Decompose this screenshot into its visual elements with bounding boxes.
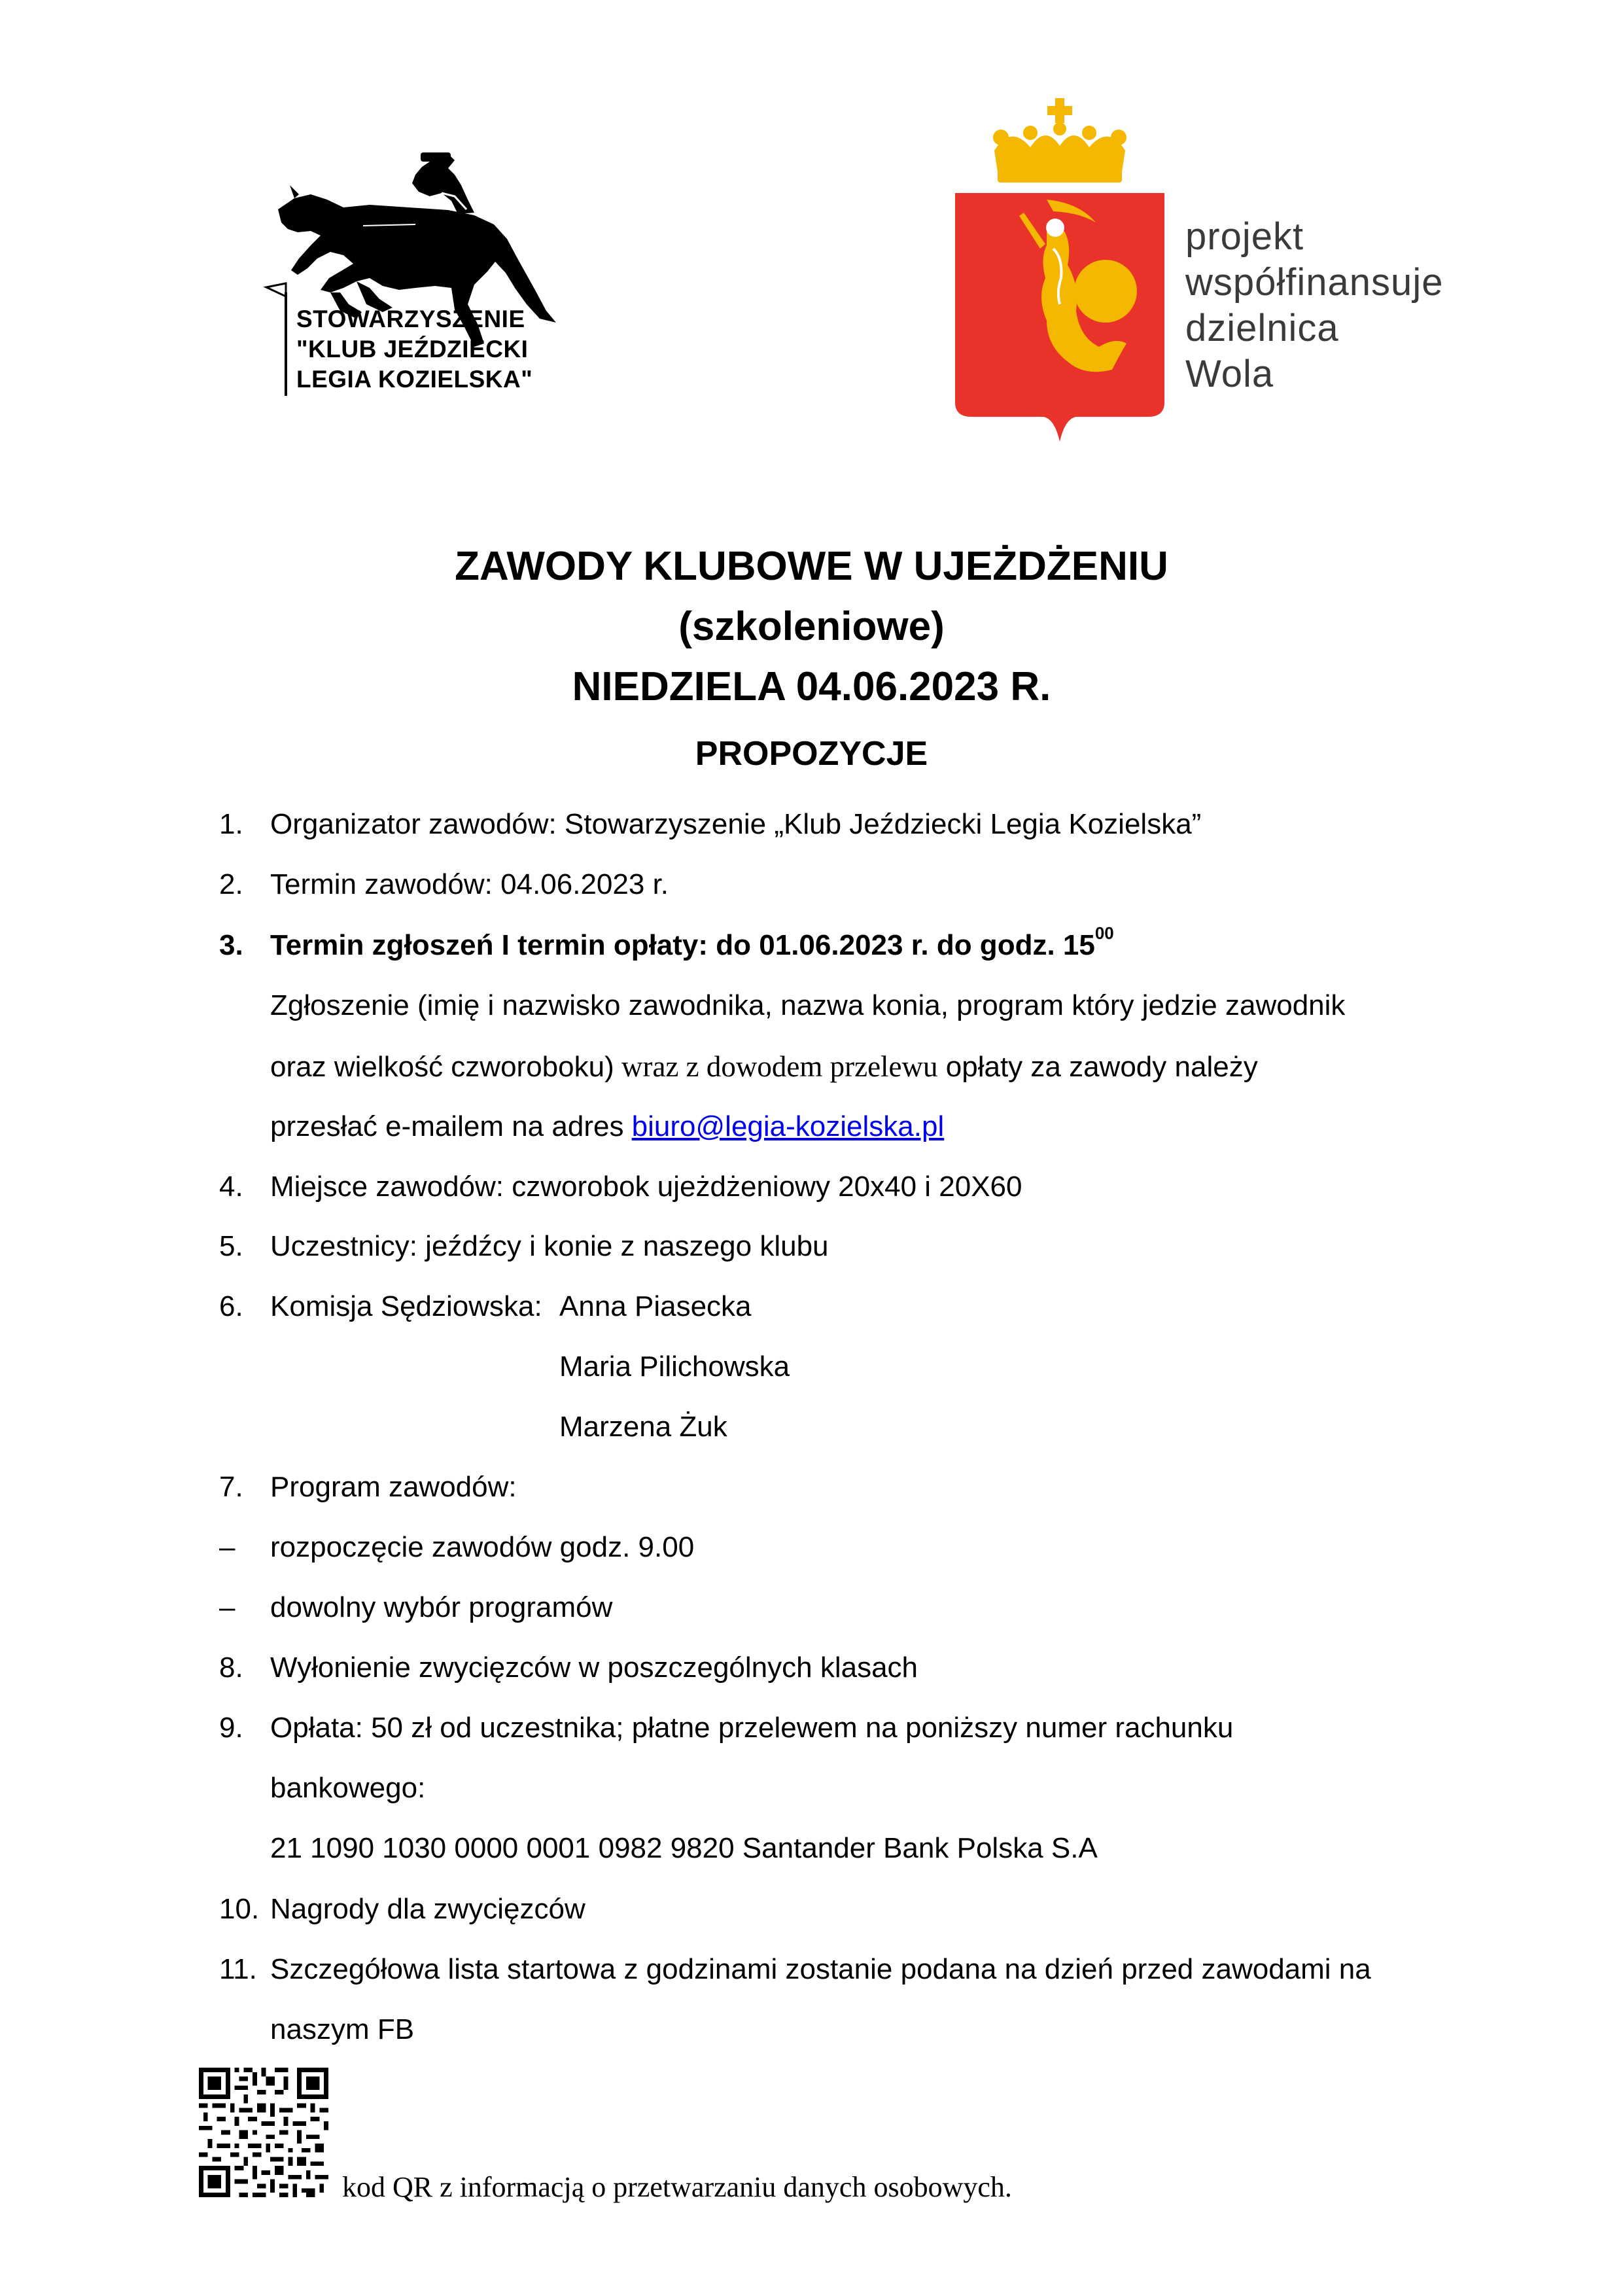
item-6-number: 6. xyxy=(219,1290,243,1322)
item-3-hour-superscript: 00 xyxy=(1094,923,1114,943)
club-logo-line-3: LEGIA KOZIELSKA" xyxy=(296,366,533,393)
item-3-line-2: Zgłoszenie (imię i nazwisko zawodnika, nazwa konia, program który jedzie zawodnik xyxy=(270,989,1346,1021)
wola-logo-line-2: współfinansuje xyxy=(1185,261,1444,304)
item-11-number: 11. xyxy=(219,1953,257,1985)
item-7-bullet-2: – xyxy=(219,1591,236,1623)
item-3-number: 3. xyxy=(219,929,243,961)
title-line-3: NIEDZIELA 04.06.2023 R. xyxy=(572,664,1051,709)
club-logo-line-2: "KLUB JEŹDZIECKI xyxy=(296,336,529,362)
club-logo-line-1: STOWARZYSZENIE xyxy=(296,306,525,332)
wola-logo-line-1: projekt xyxy=(1185,215,1304,258)
bank-account-number: 21 1090 1030 0000 0001 0982 9820 Santander Bank Polska S.A xyxy=(270,1832,1098,1864)
item-6-text: Komisja Sędziowska: xyxy=(270,1290,542,1322)
item-7-number: 7. xyxy=(219,1471,243,1503)
item-11-line-2: naszym FB xyxy=(270,2013,415,2045)
qr-caption: kod QR z informacją o przetwarzaniu danych osobowych. xyxy=(342,2171,1012,2203)
item-3-heading: Termin zgłoszeń I termin opłaty: do 01.06.2023 r. do godz. 15 xyxy=(270,929,1095,961)
wola-logo-line-3: dzielnica xyxy=(1185,307,1339,349)
wola-logo-line-4: Wola xyxy=(1185,353,1274,395)
item-1-number: 1. xyxy=(219,808,243,840)
item-7-text: Program zawodów: xyxy=(270,1471,517,1503)
item-3-line-3c: opłaty za zawody należy xyxy=(937,1051,1258,1083)
item-10-number: 10. xyxy=(219,1893,260,1925)
judge-3: Marzena Żuk xyxy=(559,1411,727,1443)
item-3-line-3a: oraz wielkość czworoboku) xyxy=(270,1051,614,1083)
item-7-sub-1: rozpoczęcie zawodów godz. 9.00 xyxy=(270,1531,695,1563)
title-line-1: ZAWODY KLUBOWE W UJEŻDŻENIU xyxy=(455,544,1168,589)
wola-logo-text xyxy=(1185,214,1443,397)
qr-code-icon[interactable] xyxy=(199,2068,328,2197)
item-4-number: 4. xyxy=(219,1171,243,1203)
title-line-2: (szkoleniowe) xyxy=(678,604,945,649)
item-3-line-3b: wraz z dowodem przelewu xyxy=(614,1050,938,1083)
item-5-text: Uczestnicy: jeźdźcy i konie z naszego klubu xyxy=(270,1230,829,1262)
item-7-bullet-1: – xyxy=(219,1531,236,1563)
club-logo xyxy=(258,147,605,399)
item-8-text: Wyłonienie zwycięzców w poszczególnych klasach xyxy=(270,1651,918,1684)
warsaw-coat-of-arms-mermaid-icon xyxy=(949,95,1171,448)
item-3-line-3 xyxy=(270,1050,1258,1084)
item-4-text: Miejsce zawodów: czworobok ujeżdżeniowy 20x40 i 20X60 xyxy=(270,1171,1022,1203)
email-link[interactable]: biuro@legia-kozielska.pl xyxy=(631,1110,945,1142)
item-2-text: Termin zawodów: 04.06.2023 r. xyxy=(270,868,669,900)
wola-logo xyxy=(949,95,1492,448)
item-7-sub-2: dowolny wybór programów xyxy=(270,1591,613,1623)
judge-1: Anna Piasecka xyxy=(559,1290,752,1322)
document-title xyxy=(0,537,1623,717)
item-3-line-4 xyxy=(270,1110,944,1143)
item-8-number: 8. xyxy=(219,1651,243,1684)
item-3-line-4-text: przesłać e-mailem na adres xyxy=(270,1110,632,1142)
item-9-text: Opłata: 50 zł od uczestnika; płatne przelewem na poniższy numer rachunku xyxy=(270,1712,1234,1744)
item-5-number: 5. xyxy=(219,1230,243,1262)
judge-2: Maria Pilichowska xyxy=(559,1351,790,1383)
item-11-text: Szczegółowa lista startowa z godzinami zostanie podana na dzień przed zawodami na xyxy=(270,1953,1371,1985)
section-title: PROPOZYCJE xyxy=(695,735,928,773)
item-9-number: 9. xyxy=(219,1712,243,1744)
item-1-text: Organizator zawodów: Stowarzyszenie „Klub Jeździecki Legia Kozielska” xyxy=(270,808,1202,840)
item-2-number: 2. xyxy=(219,868,243,900)
club-logo-text xyxy=(296,304,532,395)
item-10-text: Nagrody dla zwycięzców xyxy=(270,1893,585,1925)
item-9-line-2: bankowego: xyxy=(270,1772,426,1804)
item-3-text xyxy=(270,923,1114,962)
